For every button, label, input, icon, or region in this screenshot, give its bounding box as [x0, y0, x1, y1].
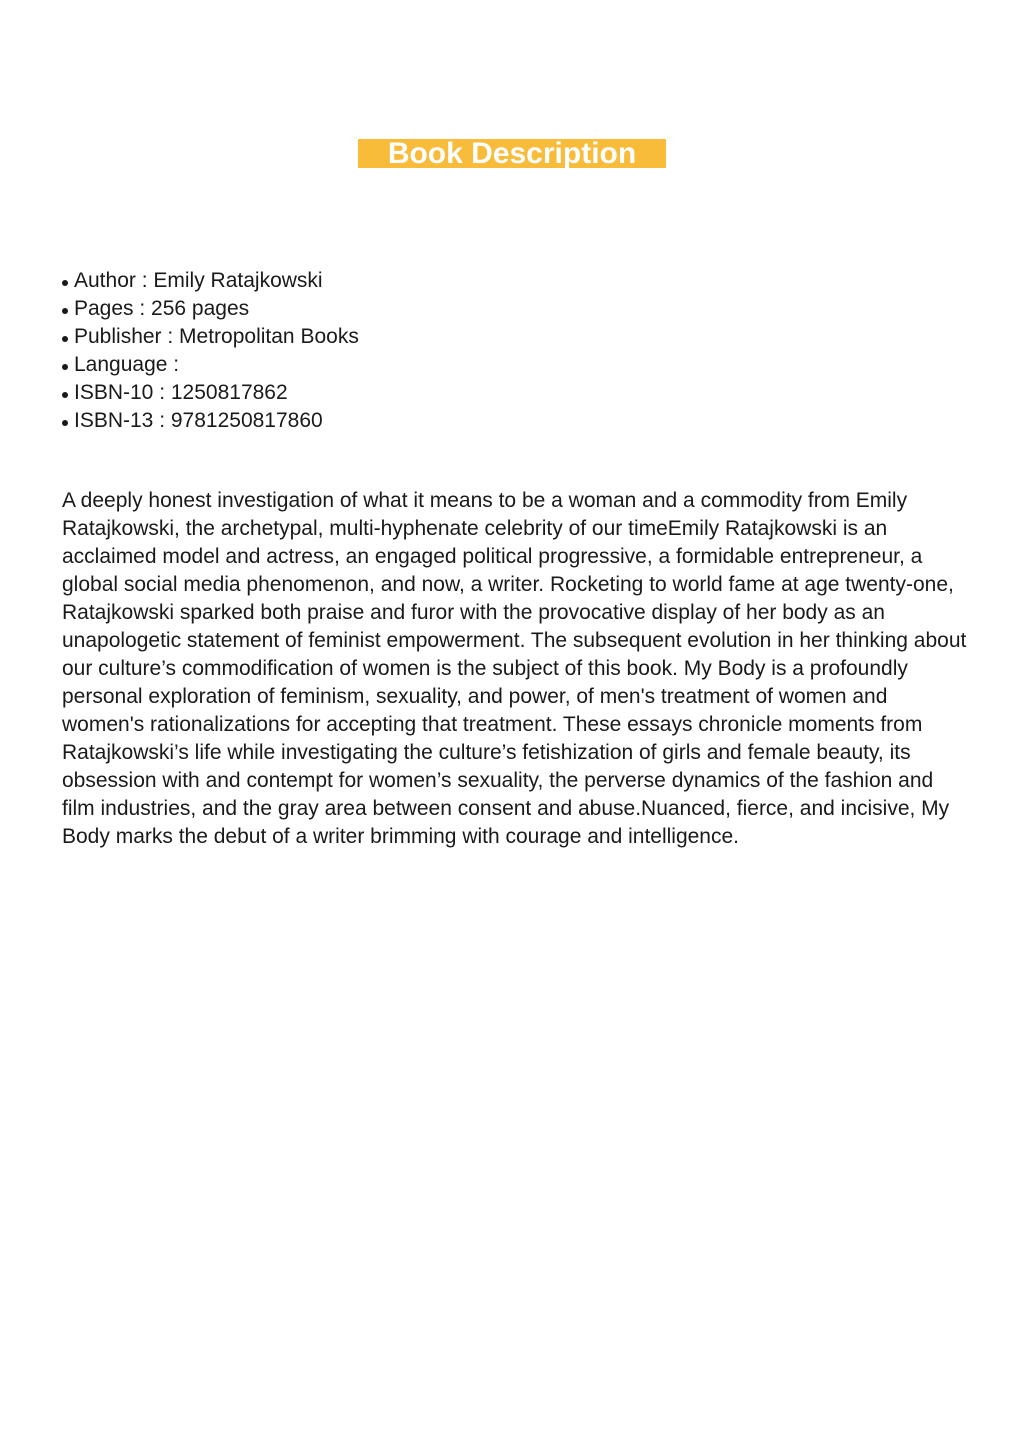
detail-text: Pages : 256 pages: [74, 297, 250, 320]
detail-pages: [62, 295, 359, 323]
bullet-icon: [62, 336, 68, 342]
detail-language: [62, 351, 359, 379]
detail-isbn10: [62, 379, 359, 407]
bullet-icon: [62, 364, 68, 370]
bullet-icon: [62, 392, 68, 398]
detail-author: [62, 267, 359, 295]
detail-text: Publisher : Metropolitan Books: [74, 325, 359, 348]
detail-text: ISBN-13 : 9781250817860: [74, 409, 323, 432]
detail-text: Author : Emily Ratajkowski: [74, 269, 323, 292]
book-details-list: [62, 267, 359, 435]
bullet-icon: [62, 280, 68, 286]
title-banner: [358, 139, 666, 168]
book-description-paragraph: A deeply honest investigation of what it means to be a woman and a commodity from Emily Ratajkowski, the archetypal, multi-hyphenate celebrity of our timeEmily Ratajkowski is an acclaimed model and actress, an engaged political progressive, a formidable entrepreneur, a global social media phenomenon, and now, a writer. Rocketing to world fame at age twenty-one, Ratajkowski sparked both praise and furor with the provocative display of her body as an unapologetic statement of feminist empowerment. The subsequent evolution in her thinking about our culture’s commodification of women is the subject of this book. My Body is a profoundly personal exploration of feminism, sexuality, and power, of men's treatment of women and women's rationalizations for accepting that treatment. These essays chronicle moments from Ratajkowski’s life while investigating the culture’s fetishization of girls and female beauty, its obsession with and contempt for women’s sexuality, the perverse dynamics of the fashion and film industries, and the gray area between consent and abuse.Nuanced, fierce, and incisive, My Body marks the debut of a writer brimming with courage and intelligence.: [62, 489, 967, 848]
detail-isbn13: [62, 407, 359, 435]
page-title: Book Description: [387, 137, 637, 170]
bullet-icon: [62, 308, 68, 314]
detail-publisher: [62, 323, 359, 351]
bullet-icon: [62, 420, 68, 426]
detail-text: ISBN-10 : 1250817862: [74, 381, 288, 404]
detail-text: Language :: [74, 353, 180, 376]
